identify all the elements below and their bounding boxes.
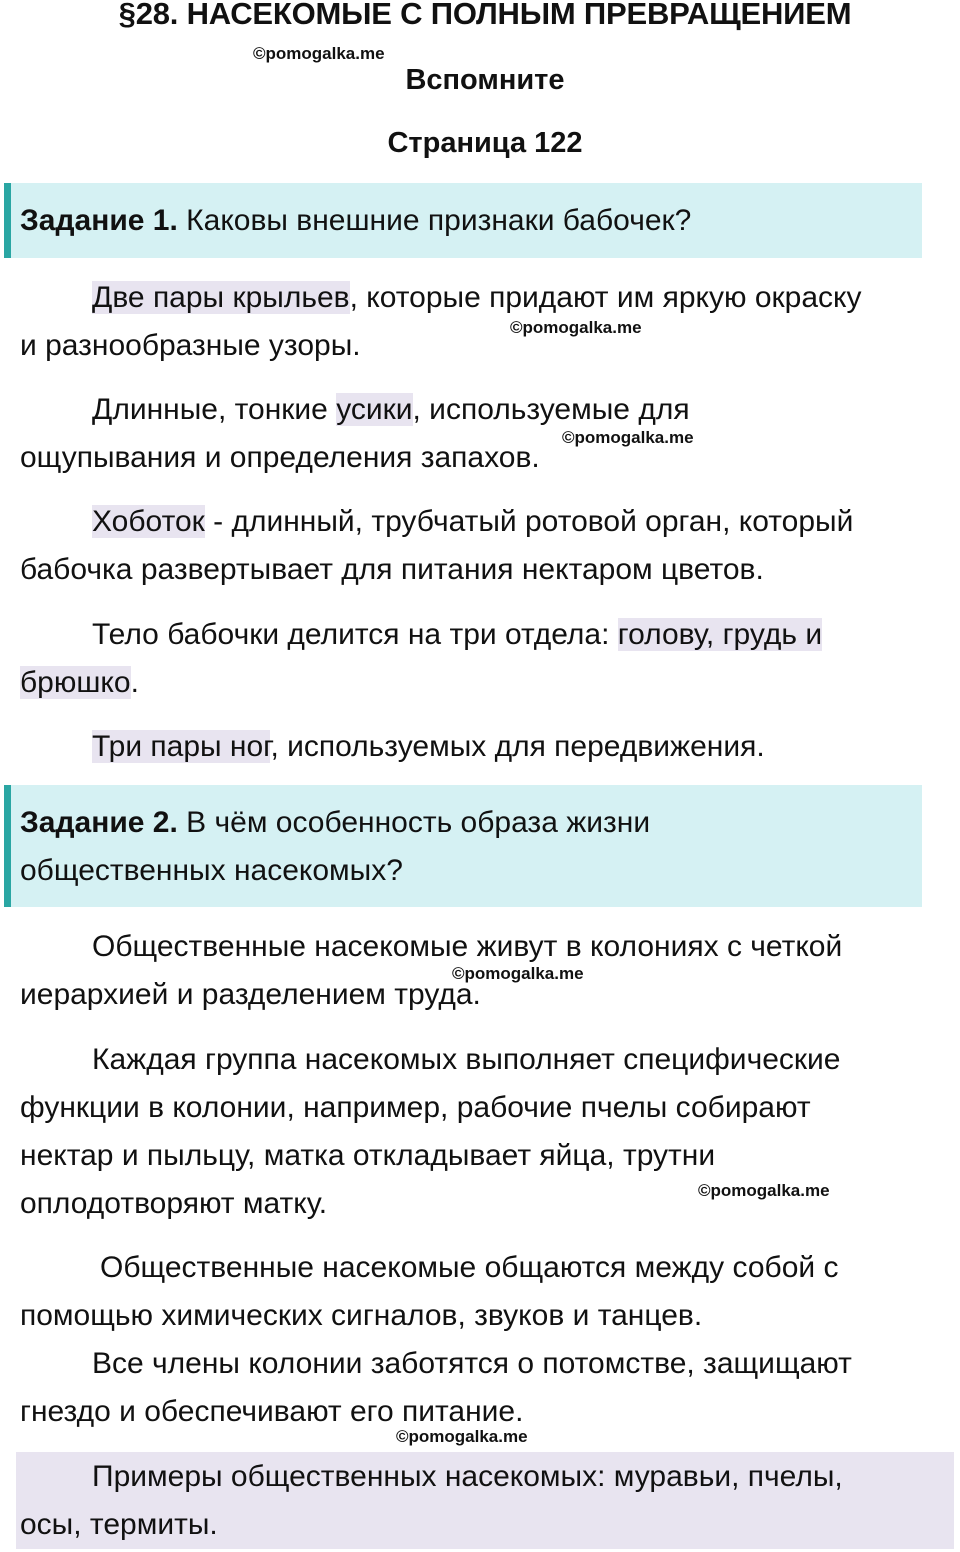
task-1-box: [4, 183, 922, 258]
watermark: ©pomogalka.me: [253, 44, 385, 63]
answer-2-paragraph-4: Все члены колонии заботятся о потомстве, защищают гнездо и обеспечивают его питание.: [20, 1347, 852, 1428]
page-number: Страница 122: [387, 127, 583, 159]
answer-1-paragraph-5: Три пары ног, используемых для передвижения.: [92, 730, 765, 763]
highlight-abdomen: брюшко: [20, 666, 131, 699]
highlight-body-parts: голову, грудь и: [617, 618, 823, 651]
task-2-box: Задание 2. В чём особенность образа жизни общественных насекомых?: [4, 785, 922, 907]
watermark: ©pomogalka.me: [562, 428, 694, 447]
page-title: §28. НАСЕКОМЫЕ С ПОЛНЫМ ПРЕВРАЩЕНИЕМ: [118, 0, 852, 31]
answer-1-paragraph-1: Две пары крыльев, которые придают им яркую окраску и разнообразные узоры.: [20, 281, 862, 362]
highlight-antennae: усики: [336, 393, 413, 426]
answer-1-paragraph-3: Хоботок - длинный, трубчатый ротовой орган, который бабочка развертывает для питания нектаром цветов.: [20, 505, 854, 586]
task-1-label: Задание 1.: [20, 204, 178, 237]
highlight-legs: Три пары ног: [92, 730, 271, 763]
highlight-proboscis: Хоботок: [92, 505, 205, 538]
task-1-question: Каковы внешние признаки бабочек?: [186, 204, 692, 237]
highlight-wings: Две пары крыльев: [92, 281, 350, 314]
watermark: ©pomogalka.me: [452, 964, 584, 983]
watermark: ©pomogalka.me: [396, 1427, 528, 1446]
answer-2-paragraph-1: Общественные насекомые живут в колониях с четкой иерархией и разделением труда.: [20, 930, 843, 1011]
task-2-label: Задание 2.: [20, 806, 178, 839]
watermark: ©pomogalka.me: [698, 1181, 830, 1200]
answer-1-paragraph-4: Тело бабочки делится на три отдела: голову, грудь и брюшко.: [20, 618, 823, 699]
answer-2-paragraph-2: Каждая группа насекомых выполняет специфические функции в колонии, например, рабочие пчелы собирают нектар и пыльцу, матка откладывает яйца, трутни оплодотворяют матку.: [20, 1043, 841, 1220]
answer-2-paragraph-5: Примеры общественных насекомых: муравьи, пчелы, осы, термиты.: [20, 1460, 843, 1541]
answer-1-paragraph-2: Длинные, тонкие усики, используемые для ощупывания и определения запахов.: [20, 393, 690, 474]
section-title: Вспомните: [405, 64, 565, 96]
answer-2-paragraph-3: Общественные насекомые общаются между собой с помощью химических сигналов, звуков и танцев.: [20, 1251, 839, 1332]
watermark: ©pomogalka.me: [510, 318, 642, 337]
